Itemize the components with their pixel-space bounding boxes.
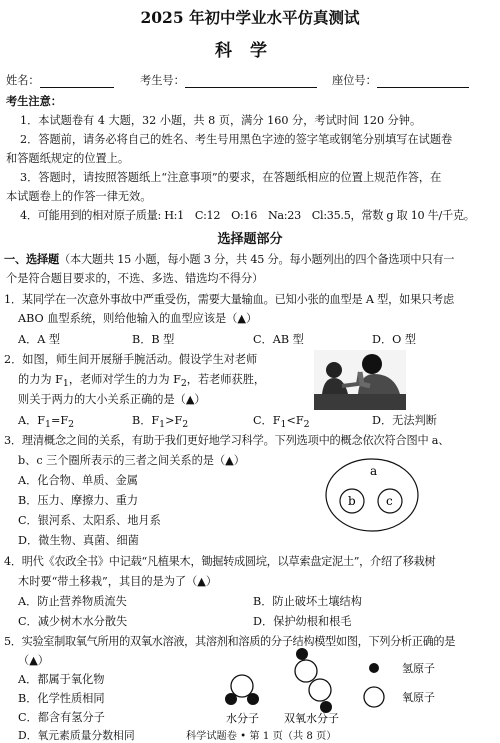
q1-line1: 1．某同学在一次意外事故中严重受伤，需要大量输血。已知小张的血型是 A 型，如果只考虑 bbox=[4, 293, 455, 306]
note-3a: 3．答题时，请按照答题纸上“注意事项”的要求，在答题纸相应的位置上规范作答，在 bbox=[20, 171, 442, 184]
note-2a: 2．答题前，请务必将自己的姓名、考生号用黑色字迹的签字笔或钢笔分别填写在试题卷 bbox=[20, 133, 453, 146]
q3-line2: b、c 三个圈所表示的三者之间关系的是（▲） bbox=[18, 454, 245, 467]
q5-option-b[interactable]: B．化学性质相同 bbox=[18, 692, 105, 705]
q2-line1: 2．如图，师生间开展掰手腕活动。假设学生对老师 bbox=[4, 353, 258, 366]
q2-line2 bbox=[18, 371, 265, 389]
q1-line2: ABO 血型系统，则给他输入的血型应该是（▲） bbox=[18, 312, 258, 325]
subject-title: 科学 bbox=[215, 41, 285, 61]
oxygen-label: 氧原子 bbox=[402, 691, 435, 704]
q2-option-c[interactable]: C．$F_1<F_2$ bbox=[253, 414, 310, 431]
hydrogen-label: 氢原子 bbox=[402, 662, 435, 675]
q2-text-a: 的力为 F bbox=[18, 373, 63, 386]
page-footer: 科学试题卷 • 第 1 页（共 8 页） bbox=[186, 727, 336, 742]
seat-blank[interactable] bbox=[377, 75, 469, 88]
part1-intro-b: 个是符合题目要求的，不选、多选、错选均不得分） bbox=[6, 272, 264, 285]
concept-circles-diagram bbox=[322, 455, 422, 535]
q5-line2: （▲） bbox=[18, 654, 49, 667]
q1-option-d[interactable]: D．O 型 bbox=[372, 333, 417, 346]
water-molecule-model bbox=[225, 675, 259, 705]
q2-line3: 则关于两力的大小关系正确的是（▲） bbox=[18, 393, 206, 406]
q3-option-c[interactable]: C．银河系、太阳系、地月系 bbox=[18, 514, 161, 527]
circle-label-a: a bbox=[370, 464, 378, 478]
q5-line1: 5．实验室制取氧气所用的双氧水溶液，其溶剂和溶质的分子结构模型如图，下列分析正确的是 bbox=[4, 635, 456, 648]
q2-sub2: 2 bbox=[180, 378, 187, 390]
exam-title: 2025 年初中学业水平仿真测试 bbox=[140, 8, 360, 27]
q4-option-c[interactable]: C．减少树木水分散失 bbox=[18, 615, 128, 628]
q4-line2: 木时要“带土移栽”，其目的是为了（▲） bbox=[18, 575, 218, 588]
section-title: 选择题部分 bbox=[217, 232, 283, 247]
q1-option-c[interactable]: C．AB 型 bbox=[253, 333, 304, 346]
part1-intro bbox=[4, 251, 454, 267]
q3-line1: 3．理清概念之间的关系，有助于我们更好地学习科学。下列选项中的概念依次符合图中 a、 bbox=[4, 434, 450, 447]
q3-option-d[interactable]: D．微生物、真菌、细菌 bbox=[18, 534, 139, 547]
note-3b: 本试题卷上的作答一律无效。 bbox=[6, 190, 152, 203]
seat-field bbox=[332, 72, 469, 88]
notes-heading: 考生注意： bbox=[6, 94, 62, 108]
molecule-models bbox=[220, 646, 470, 726]
exam-no-blank[interactable] bbox=[185, 75, 317, 88]
q4-option-a[interactable]: A．防止营养物质流失 bbox=[18, 595, 127, 608]
name-blank[interactable] bbox=[40, 75, 114, 88]
note-4: 4．可能用到的相对原子质量: H:1 C:12 O:16 Na:23 Cl:35.5，常数 g 取 10 牛/千克。 bbox=[20, 209, 475, 222]
oxygen-atom-legend-icon bbox=[364, 687, 384, 707]
q4-option-b[interactable]: B．防止破坏土壤结构 bbox=[253, 595, 362, 608]
q2-option-b[interactable]: B．$F_1>F_2$ bbox=[132, 414, 189, 431]
q4-line1: 4．明代《农政全书》中记载“凡植果木，锄掘转成圆垸，以草索盘定泥土”，介绍了移栽树 bbox=[4, 555, 436, 568]
seat-label: 座位号： bbox=[332, 74, 377, 87]
q3-option-b[interactable]: B．压力、摩擦力、重力 bbox=[18, 494, 139, 507]
exam-no-field bbox=[140, 72, 317, 88]
q5-option-d[interactable]: D．氧元素质量分数相同 bbox=[18, 729, 135, 742]
note-1: 1．本试题卷有 4 大题，32 小题，共 8 页，满分 160 分，考试时间 120 分钟。 bbox=[20, 114, 422, 127]
part1-heading: 一、选择题 bbox=[4, 252, 59, 266]
water-label: 水分子 bbox=[226, 712, 259, 725]
name-field bbox=[6, 72, 114, 88]
name-label: 姓名： bbox=[6, 74, 40, 87]
q5-option-a[interactable]: A．都属于氧化物 bbox=[18, 673, 105, 686]
q5-option-c[interactable]: C．都含有氢分子 bbox=[18, 711, 105, 724]
q1-option-a[interactable]: A．A 型 bbox=[18, 333, 61, 346]
q2-text-c: ，若老师获胜， bbox=[186, 373, 266, 386]
q2-option-d[interactable]: D．无法判断 bbox=[372, 414, 437, 427]
h2o2-molecule-model bbox=[295, 648, 332, 713]
q2-option-a[interactable]: A．$F_1=F_2$ bbox=[18, 414, 75, 431]
circle-label-b: b bbox=[348, 494, 356, 508]
circle-label-c: c bbox=[386, 494, 393, 508]
hydrogen-atom-legend-icon bbox=[369, 663, 379, 673]
note-2b: 和答题纸规定的位置上。 bbox=[6, 152, 130, 165]
arm-wrestling-image bbox=[314, 350, 406, 410]
exam-no-label: 考生号： bbox=[140, 74, 185, 87]
q2-sub1: 1 bbox=[62, 378, 69, 390]
h2o2-label: 双氧水分子 bbox=[284, 712, 339, 725]
q1-option-b[interactable]: B．B 型 bbox=[132, 333, 175, 346]
q3-option-a[interactable]: A．化合物、单质、金属 bbox=[18, 474, 138, 487]
part1-intro-a: （本大题共 15 小题，每小题 3 分，共 45 分。每小题列出的四个备选项中只有一 bbox=[58, 253, 455, 266]
q4-option-d[interactable]: D．保护幼根和根毛 bbox=[253, 615, 352, 628]
q2-text-b: ，老师对学生的力为 F bbox=[68, 373, 181, 386]
